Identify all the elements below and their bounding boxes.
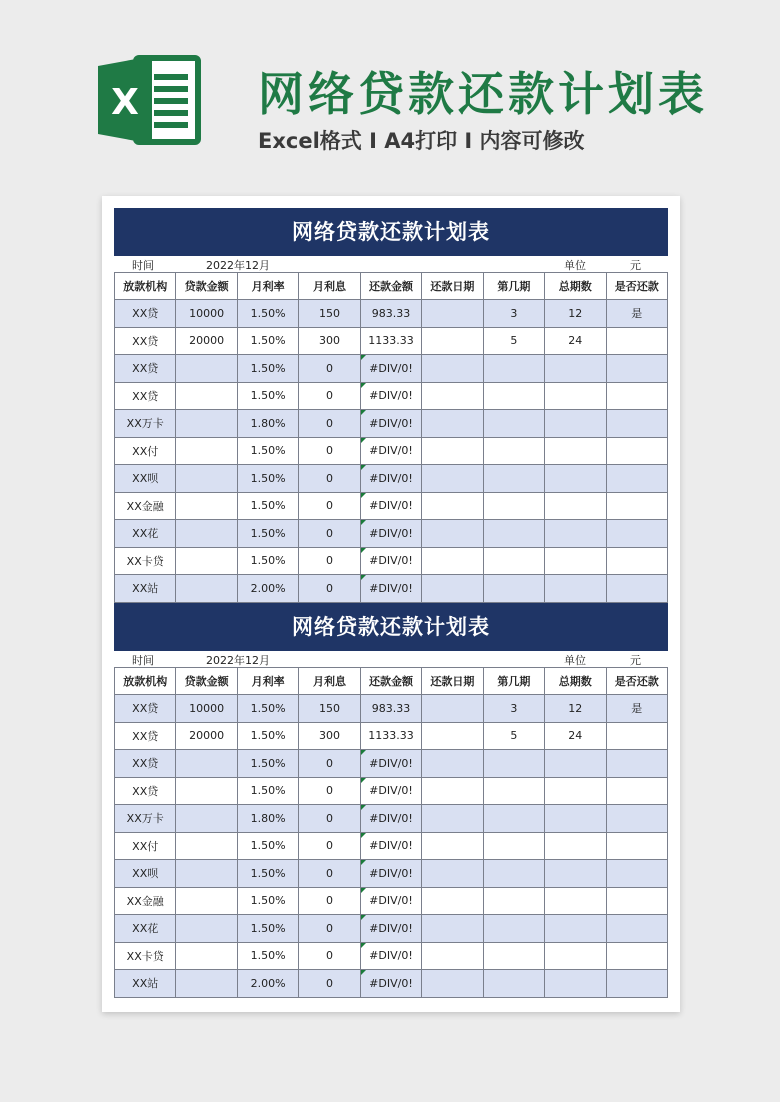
cell-period-no[interactable] (483, 970, 544, 998)
cell-monthly-rate[interactable]: 1.80% (237, 805, 298, 833)
table-row (115, 887, 668, 915)
cell-monthly-rate[interactable]: 1.50% (237, 750, 298, 778)
cell-total-periods[interactable] (545, 382, 606, 410)
cell-institution[interactable]: XX贷 (115, 722, 176, 750)
page-header (0, 0, 780, 190)
cell-repayment-amount[interactable]: #DIV/0! (360, 860, 421, 888)
cell-total-periods[interactable] (545, 547, 606, 575)
cell-monthly-interest[interactable]: 0 (299, 355, 360, 383)
table-row (115, 915, 668, 943)
repayment-table-block-2 (114, 603, 668, 998)
cell-repaid-status[interactable] (606, 492, 668, 520)
cell-repayment-date[interactable] (422, 970, 483, 998)
cell-institution[interactable]: XX贷 (115, 382, 176, 410)
cell-institution[interactable]: XX金融 (115, 887, 176, 915)
cell-repayment-amount[interactable]: #DIV/0! (360, 437, 421, 465)
cell-total-periods[interactable] (545, 355, 606, 383)
cell-loan-amount[interactable] (176, 832, 237, 860)
cell-loan-amount[interactable] (176, 970, 237, 998)
cell-monthly-interest[interactable]: 0 (299, 382, 360, 410)
table-row (115, 722, 668, 750)
cell-monthly-rate[interactable]: 1.50% (237, 492, 298, 520)
cell-repaid-status[interactable] (606, 547, 668, 575)
column-header-total-periods: 总期数 (545, 273, 606, 300)
cell-loan-amount[interactable] (176, 492, 237, 520)
cell-institution[interactable]: XX花 (115, 915, 176, 943)
cell-repayment-amount[interactable]: #DIV/0! (360, 575, 421, 603)
cell-total-periods[interactable] (545, 860, 606, 888)
cell-period-no[interactable] (483, 437, 544, 465)
cell-loan-amount[interactable]: 20000 (176, 722, 237, 750)
cell-loan-amount[interactable] (176, 382, 237, 410)
cell-institution[interactable]: XX贷 (115, 695, 176, 723)
info-row (114, 651, 668, 667)
cell-repayment-date[interactable] (422, 575, 483, 603)
table-row (115, 832, 668, 860)
cell-period-no[interactable]: 5 (483, 722, 544, 750)
cell-institution[interactable]: XX付 (115, 832, 176, 860)
cell-repaid-status[interactable] (606, 750, 668, 778)
cell-monthly-interest[interactable]: 0 (299, 777, 360, 805)
cell-total-periods[interactable]: 12 (545, 300, 606, 328)
cell-loan-amount[interactable] (176, 805, 237, 833)
cell-monthly-interest[interactable]: 0 (299, 970, 360, 998)
table-row (115, 750, 668, 778)
cell-repayment-amount[interactable]: 1133.33 (360, 327, 421, 355)
cell-repayment-date[interactable] (422, 382, 483, 410)
cell-period-no[interactable]: 3 (483, 300, 544, 328)
cell-institution[interactable]: XX呗 (115, 465, 176, 493)
cell-monthly-interest[interactable]: 0 (299, 805, 360, 833)
table-row (115, 410, 668, 438)
cell-repaid-status[interactable] (606, 355, 668, 383)
cell-repaid-status[interactable] (606, 410, 668, 438)
cell-monthly-rate[interactable]: 1.50% (237, 695, 298, 723)
cell-monthly-interest[interactable]: 0 (299, 492, 360, 520)
cell-repayment-date[interactable] (422, 832, 483, 860)
cell-loan-amount[interactable] (176, 887, 237, 915)
table-row (115, 437, 668, 465)
time-label: 时间 (132, 259, 154, 272)
cell-period-no[interactable] (483, 887, 544, 915)
cell-repayment-date[interactable] (422, 942, 483, 970)
cell-monthly-rate[interactable]: 1.50% (237, 327, 298, 355)
column-header-period-no: 第几期 (483, 273, 544, 300)
cell-monthly-interest[interactable]: 0 (299, 410, 360, 438)
cell-institution[interactable]: XX卡贷 (115, 942, 176, 970)
cell-total-periods[interactable]: 24 (545, 327, 606, 355)
cell-loan-amount[interactable] (176, 520, 237, 548)
time-value: 2022年12月 (206, 259, 270, 272)
table-row (115, 300, 668, 328)
cell-total-periods[interactable] (545, 805, 606, 833)
column-header-repayment-date: 还款日期 (422, 273, 483, 300)
cell-monthly-interest[interactable]: 300 (299, 327, 360, 355)
table-row (115, 327, 668, 355)
column-header-monthly-rate: 月利率 (237, 668, 298, 695)
cell-loan-amount[interactable] (176, 465, 237, 493)
cell-total-periods[interactable] (545, 492, 606, 520)
cell-institution[interactable]: XX万卡 (115, 410, 176, 438)
cell-institution[interactable]: XX花 (115, 520, 176, 548)
cell-total-periods[interactable] (545, 465, 606, 493)
table-row (115, 520, 668, 548)
cell-repayment-amount[interactable]: #DIV/0! (360, 750, 421, 778)
cell-monthly-interest[interactable]: 0 (299, 832, 360, 860)
cell-monthly-interest[interactable]: 0 (299, 942, 360, 970)
cell-monthly-rate[interactable]: 1.50% (237, 520, 298, 548)
cell-period-no[interactable] (483, 410, 544, 438)
cell-monthly-interest[interactable]: 150 (299, 695, 360, 723)
svg-text:X: X (111, 82, 139, 123)
cell-repayment-date[interactable] (422, 492, 483, 520)
cell-total-periods[interactable] (545, 575, 606, 603)
cell-repaid-status[interactable] (606, 860, 668, 888)
table-row (115, 777, 668, 805)
column-header-institution: 放款机构 (115, 668, 176, 695)
table-row (115, 860, 668, 888)
table-row (115, 695, 668, 723)
cell-repaid-status[interactable] (606, 382, 668, 410)
cell-institution[interactable]: XX站 (115, 575, 176, 603)
cell-repayment-amount[interactable]: #DIV/0! (360, 915, 421, 943)
table-row (115, 575, 668, 603)
cell-monthly-interest[interactable]: 0 (299, 520, 360, 548)
cell-monthly-rate[interactable]: 1.50% (237, 355, 298, 383)
cell-loan-amount[interactable] (176, 777, 237, 805)
cell-repaid-status[interactable] (606, 970, 668, 998)
cell-monthly-rate[interactable]: 1.50% (237, 942, 298, 970)
column-header-period-no: 第几期 (483, 668, 544, 695)
cell-loan-amount[interactable] (176, 547, 237, 575)
column-header-monthly-interest: 月利息 (299, 668, 360, 695)
cell-institution[interactable]: XX万卡 (115, 805, 176, 833)
cell-repayment-amount[interactable]: #DIV/0! (360, 410, 421, 438)
cell-monthly-rate[interactable]: 1.50% (237, 300, 298, 328)
cell-monthly-interest[interactable]: 300 (299, 722, 360, 750)
cell-repayment-amount[interactable]: #DIV/0! (360, 805, 421, 833)
cell-repayment-date[interactable] (422, 915, 483, 943)
column-header-repayment-amount: 还款金额 (360, 668, 421, 695)
cell-monthly-interest[interactable]: 0 (299, 915, 360, 943)
cell-repayment-date[interactable] (422, 547, 483, 575)
cell-monthly-rate[interactable]: 1.50% (237, 722, 298, 750)
cell-repayment-date[interactable] (422, 410, 483, 438)
cell-repayment-amount[interactable]: #DIV/0! (360, 465, 421, 493)
cell-total-periods[interactable] (545, 750, 606, 778)
cell-institution[interactable]: XX站 (115, 970, 176, 998)
cell-repayment-amount[interactable]: #DIV/0! (360, 520, 421, 548)
cell-period-no[interactable] (483, 860, 544, 888)
cell-total-periods[interactable] (545, 915, 606, 943)
cell-loan-amount[interactable] (176, 410, 237, 438)
cell-repayment-date[interactable] (422, 805, 483, 833)
cell-total-periods[interactable] (545, 777, 606, 805)
cell-period-no[interactable]: 3 (483, 695, 544, 723)
cell-total-periods[interactable] (545, 832, 606, 860)
cell-monthly-interest[interactable]: 150 (299, 300, 360, 328)
cell-period-no[interactable] (483, 492, 544, 520)
cell-repayment-amount[interactable]: #DIV/0! (360, 777, 421, 805)
cell-loan-amount[interactable]: 20000 (176, 327, 237, 355)
cell-repayment-date[interactable] (422, 887, 483, 915)
cell-period-no[interactable] (483, 915, 544, 943)
table-row (115, 492, 668, 520)
cell-monthly-rate[interactable]: 1.50% (237, 860, 298, 888)
cell-repaid-status[interactable] (606, 465, 668, 493)
cell-monthly-rate[interactable]: 1.50% (237, 832, 298, 860)
column-header-loan-amount: 贷款金额 (176, 668, 237, 695)
cell-repaid-status[interactable] (606, 327, 668, 355)
cell-period-no[interactable] (483, 355, 544, 383)
cell-total-periods[interactable] (545, 437, 606, 465)
cell-repayment-amount[interactable]: #DIV/0! (360, 492, 421, 520)
cell-repayment-date[interactable] (422, 465, 483, 493)
cell-repayment-amount[interactable]: #DIV/0! (360, 832, 421, 860)
time-label: 时间 (132, 654, 154, 667)
cell-institution[interactable]: XX贷 (115, 750, 176, 778)
repayment-table (114, 667, 668, 998)
cell-repayment-date[interactable] (422, 722, 483, 750)
cell-monthly-rate[interactable]: 1.50% (237, 887, 298, 915)
cell-total-periods[interactable] (545, 520, 606, 548)
cell-repayment-date[interactable] (422, 860, 483, 888)
cell-institution[interactable]: XX贷 (115, 327, 176, 355)
table-row (115, 465, 668, 493)
cell-total-periods[interactable] (545, 410, 606, 438)
table-row (115, 970, 668, 998)
sheet-title: 网络贷款还款计划表 (114, 208, 668, 256)
cell-repayment-date[interactable] (422, 437, 483, 465)
column-header-repayment-amount: 还款金额 (360, 273, 421, 300)
unit-label: 单位 (564, 654, 586, 667)
cell-monthly-interest[interactable]: 0 (299, 860, 360, 888)
cell-loan-amount[interactable] (176, 355, 237, 383)
cell-institution[interactable]: XX贷 (115, 300, 176, 328)
cell-repayment-amount[interactable]: #DIV/0! (360, 547, 421, 575)
cell-period-no[interactable] (483, 750, 544, 778)
column-header-total-periods: 总期数 (545, 668, 606, 695)
cell-monthly-interest[interactable]: 0 (299, 750, 360, 778)
cell-total-periods[interactable] (545, 970, 606, 998)
column-header-institution: 放款机构 (115, 273, 176, 300)
cell-monthly-rate[interactable]: 1.50% (237, 547, 298, 575)
cell-monthly-interest[interactable]: 0 (299, 547, 360, 575)
unit-label: 单位 (564, 259, 586, 272)
table-row (115, 355, 668, 383)
cell-monthly-rate[interactable]: 1.50% (237, 382, 298, 410)
column-header-repayment-date: 还款日期 (422, 668, 483, 695)
table-row (115, 942, 668, 970)
cell-repaid-status[interactable] (606, 520, 668, 548)
cell-period-no[interactable] (483, 805, 544, 833)
cell-loan-amount[interactable] (176, 942, 237, 970)
cell-repaid-status[interactable]: 是 (606, 300, 668, 328)
cell-repayment-amount[interactable]: #DIV/0! (360, 355, 421, 383)
cell-monthly-rate[interactable]: 1.80% (237, 410, 298, 438)
cell-institution[interactable]: XX呗 (115, 860, 176, 888)
table-header-row (115, 273, 668, 300)
cell-repayment-date[interactable] (422, 695, 483, 723)
cell-loan-amount[interactable] (176, 860, 237, 888)
cell-period-no[interactable] (483, 547, 544, 575)
cell-repaid-status[interactable] (606, 805, 668, 833)
cell-monthly-interest[interactable]: 0 (299, 575, 360, 603)
cell-total-periods[interactable] (545, 942, 606, 970)
column-header-monthly-interest: 月利息 (299, 273, 360, 300)
time-value: 2022年12月 (206, 654, 270, 667)
cell-repayment-date[interactable] (422, 355, 483, 383)
table-row (115, 382, 668, 410)
cell-repaid-status[interactable]: 是 (606, 695, 668, 723)
cell-institution[interactable]: XX卡贷 (115, 547, 176, 575)
cell-total-periods[interactable] (545, 887, 606, 915)
cell-monthly-rate[interactable]: 1.50% (237, 437, 298, 465)
table-header-row (115, 668, 668, 695)
repayment-table (114, 272, 668, 603)
cell-loan-amount[interactable]: 10000 (176, 300, 237, 328)
cell-total-periods[interactable]: 24 (545, 722, 606, 750)
cell-institution[interactable]: XX金融 (115, 492, 176, 520)
table-row (115, 805, 668, 833)
cell-loan-amount[interactable] (176, 750, 237, 778)
cell-monthly-interest[interactable]: 0 (299, 465, 360, 493)
cell-institution[interactable]: XX付 (115, 437, 176, 465)
cell-loan-amount[interactable] (176, 575, 237, 603)
cell-repayment-date[interactable] (422, 520, 483, 548)
cell-repayment-date[interactable] (422, 300, 483, 328)
unit-value: 元 (630, 259, 641, 272)
cell-institution[interactable]: XX贷 (115, 355, 176, 383)
table-row (115, 547, 668, 575)
cell-repaid-status[interactable] (606, 942, 668, 970)
cell-loan-amount[interactable]: 10000 (176, 695, 237, 723)
sheet-title: 网络贷款还款计划表 (114, 603, 668, 651)
cell-repayment-amount[interactable]: 1133.33 (360, 722, 421, 750)
cell-total-periods[interactable]: 12 (545, 695, 606, 723)
column-header-loan-amount: 贷款金额 (176, 273, 237, 300)
cell-monthly-interest[interactable]: 0 (299, 887, 360, 915)
cell-repayment-date[interactable] (422, 327, 483, 355)
cell-period-no[interactable] (483, 382, 544, 410)
cell-repaid-status[interactable] (606, 437, 668, 465)
cell-loan-amount[interactable] (176, 915, 237, 943)
column-header-repaid-status: 是否还款 (606, 668, 668, 695)
cell-loan-amount[interactable] (176, 437, 237, 465)
cell-repaid-status[interactable] (606, 887, 668, 915)
info-row (114, 256, 668, 272)
cell-period-no[interactable]: 5 (483, 327, 544, 355)
cell-repaid-status[interactable] (606, 777, 668, 805)
cell-repayment-amount[interactable]: #DIV/0! (360, 970, 421, 998)
cell-period-no[interactable] (483, 520, 544, 548)
cell-repayment-amount[interactable]: 983.33 (360, 300, 421, 328)
cell-institution[interactable]: XX贷 (115, 777, 176, 805)
cell-monthly-rate[interactable]: 1.50% (237, 777, 298, 805)
cell-repayment-date[interactable] (422, 777, 483, 805)
cell-period-no[interactable] (483, 777, 544, 805)
excel-logo-icon (96, 52, 206, 148)
cell-monthly-interest[interactable]: 0 (299, 437, 360, 465)
cell-repaid-status[interactable] (606, 832, 668, 860)
cell-repayment-date[interactable] (422, 750, 483, 778)
cell-repaid-status[interactable] (606, 915, 668, 943)
column-header-repaid-status: 是否还款 (606, 273, 668, 300)
cell-repayment-amount[interactable]: #DIV/0! (360, 382, 421, 410)
repayment-table-block-1 (114, 208, 668, 603)
cell-period-no[interactable] (483, 832, 544, 860)
cell-repayment-amount[interactable]: 983.33 (360, 695, 421, 723)
cell-monthly-rate[interactable]: 2.00% (237, 575, 298, 603)
cell-monthly-rate[interactable]: 1.50% (237, 915, 298, 943)
cell-period-no[interactable] (483, 575, 544, 603)
cell-period-no[interactable] (483, 942, 544, 970)
cell-monthly-rate[interactable]: 2.00% (237, 970, 298, 998)
cell-monthly-rate[interactable]: 1.50% (237, 465, 298, 493)
cell-repaid-status[interactable] (606, 722, 668, 750)
main-title: 网络贷款还款计划表 (258, 67, 708, 121)
sheet-preview (102, 196, 680, 1012)
subtitle: Excel格式 I A4打印 I 内容可修改 (258, 129, 585, 153)
cell-repaid-status[interactable] (606, 575, 668, 603)
cell-period-no[interactable] (483, 465, 544, 493)
column-header-monthly-rate: 月利率 (237, 273, 298, 300)
unit-value: 元 (630, 654, 641, 667)
cell-repayment-amount[interactable]: #DIV/0! (360, 887, 421, 915)
cell-repayment-amount[interactable]: #DIV/0! (360, 942, 421, 970)
